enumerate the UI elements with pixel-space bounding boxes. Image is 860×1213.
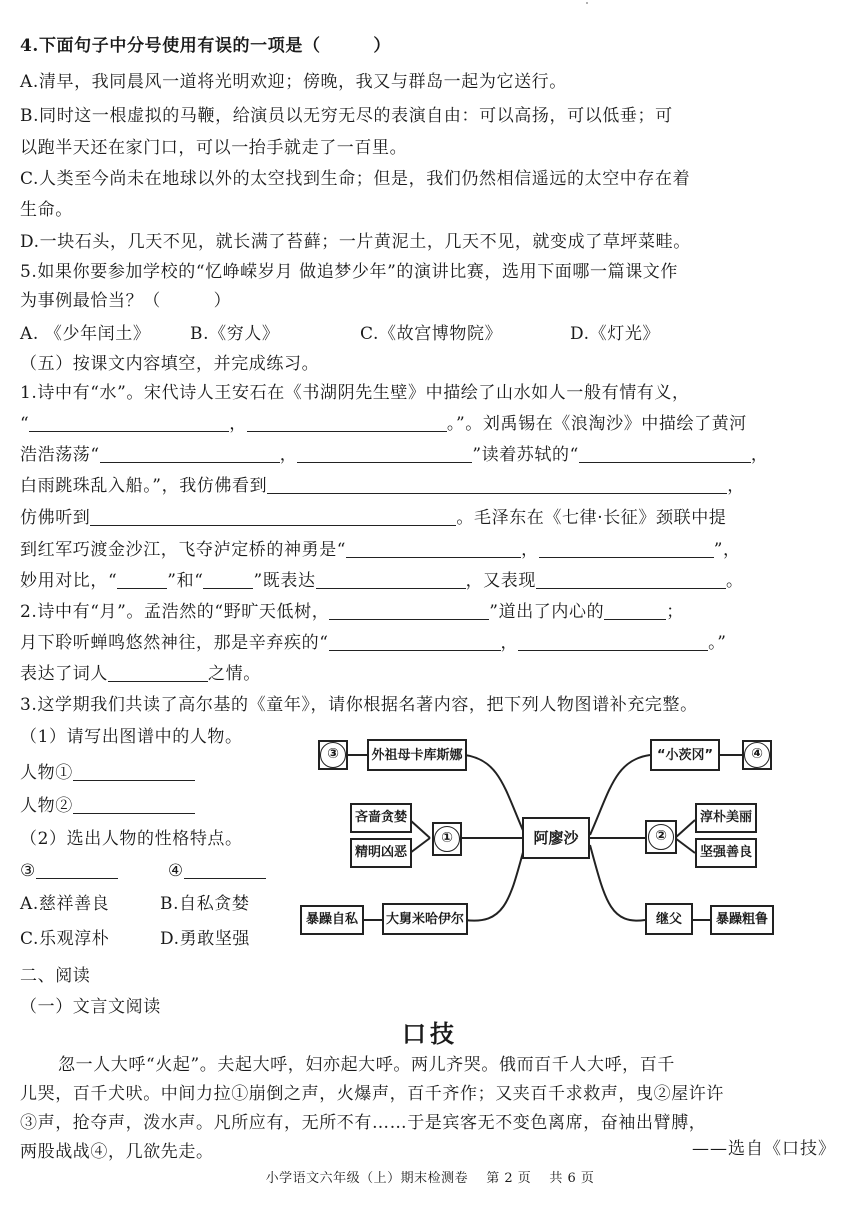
answer-blank[interactable]: [90, 506, 456, 526]
q4-option-b-line2: 以跑半天还在家门口，可以一抬手就走了一百里。: [20, 138, 408, 158]
trait-option: B.自私贪婪: [160, 894, 250, 914]
fill-1-line7: [20, 568, 842, 594]
answer-blank[interactable]: [29, 412, 229, 432]
fill-1-line1: 1.诗中有“水”。宋代诗人王安石在《书湖阴先生壁》中描绘了山水如人一般有情有义，: [20, 383, 690, 403]
trait-option: D.勇敢坚强: [160, 929, 251, 949]
answer-blank[interactable]: [329, 600, 489, 620]
marker-3: ③: [320, 742, 346, 768]
text: ，又表现: [465, 571, 536, 591]
node-selfish: 暴躁自私: [300, 905, 364, 935]
q4-option-c-line2: 生命。: [20, 200, 73, 220]
answer-blank[interactable]: [73, 761, 195, 781]
answer-blank[interactable]: [346, 538, 521, 558]
q3-sub2: （2）选出人物的性格特点。: [20, 829, 243, 849]
q5-options: [20, 321, 842, 347]
q3-stem: 3.这学期我们共读了高尔基的《童年》，请你根据名著内容，把下列人物图谱补充完整。: [20, 695, 698, 715]
trait-option: A.慈祥善良: [20, 894, 110, 914]
fill-1-line5: [20, 505, 842, 531]
person2-row: [20, 793, 300, 819]
passage-title: 口技: [402, 1019, 458, 1048]
marker-2: ②: [648, 824, 674, 850]
text: ”既表达: [253, 571, 316, 591]
answer-blank[interactable]: [184, 859, 266, 879]
q4-option-d: D.一块石头，几天不见，就长满了苔藓；一片黄泥土，几天不见，就变成了草坪菜畦。: [20, 232, 691, 252]
trait-options-row1: [20, 891, 300, 917]
fill-2-line1: [20, 599, 842, 625]
node-simple: 淳朴美丽: [695, 803, 757, 833]
text: 。”: [708, 633, 727, 653]
passage-line4: 两股战战④，几欲先走。: [20, 1142, 214, 1162]
node-cunning: 精明凶恶: [350, 838, 412, 868]
node-center-alyosha: 阿廖沙: [522, 817, 590, 859]
text: 人物①: [20, 763, 73, 783]
text: ，: [727, 476, 745, 496]
q4-option-c-line1: C.人类至今尚未在地球以外的太空找到生命；但是，我们仍然相信遥远的太空中存在着: [20, 169, 691, 189]
answer-blank[interactable]: [329, 631, 501, 651]
q3-sub1: （1）请写出图谱中的人物。: [20, 727, 243, 747]
fill-1-line6: [20, 537, 842, 563]
text: ，: [500, 633, 519, 653]
node-stepfather: 继父: [645, 903, 693, 935]
text: 2.诗中有“月”。孟浩然的“野旷天低树，: [20, 602, 330, 622]
character-map: [300, 720, 800, 965]
q5-stem-line1: 5.如果你要参加学校的“忆峥嵘岁月 做追梦少年”的演讲比赛，选用下面哪一篇课文作: [20, 262, 679, 282]
answer-blank[interactable]: [247, 412, 447, 432]
text: 人物②: [20, 796, 73, 816]
text: ，: [521, 540, 539, 560]
fill-2-line2: [20, 630, 842, 656]
q5-option: A. 《少年闰土》: [20, 324, 151, 344]
fill-2-line3: [20, 661, 842, 687]
trait-option: C.乐观淳朴: [20, 929, 110, 949]
page-footer: 小学语文六年级（上）期末检测卷 第 2 页 共 6 页: [265, 1171, 595, 1186]
answer-blank[interactable]: [604, 600, 666, 620]
q5-option: C.《故宫博物院》: [360, 324, 503, 344]
q5-stem-line2: 为事例最恰当？（ ）: [20, 291, 232, 311]
text: ，: [750, 445, 769, 465]
answer-blank[interactable]: [117, 569, 167, 589]
text: ③: [20, 861, 36, 881]
text: ；: [666, 602, 684, 622]
text: ④: [167, 861, 184, 881]
text: 到红军巧渡金沙江，飞夺泸定桥的神勇是“: [20, 540, 347, 560]
person1-row: [20, 760, 300, 786]
node-xiaoyouyou: “小茨冈”: [650, 739, 720, 771]
text: 仿佛听到: [20, 508, 91, 528]
text: ”道出了内心的: [489, 602, 605, 622]
text: ”，: [713, 540, 741, 560]
node-grandmother: 外祖母卡库斯娜: [367, 739, 467, 771]
answer-blank[interactable]: [579, 443, 751, 463]
node-greedy: 吝啬贪婪: [350, 803, 412, 833]
fill-1-line3: [20, 442, 842, 468]
text: ，: [229, 414, 247, 434]
answer-blank[interactable]: [267, 474, 727, 494]
text: 月下聆听蝉鸣悠然神往，那是辛弃疾的“: [20, 633, 329, 653]
node-strong: 坚强善良: [695, 838, 757, 868]
text: 。: [725, 571, 744, 591]
text: ”读着苏轼的“: [472, 445, 579, 465]
text: “: [20, 414, 30, 434]
q5-option: D.《灯光》: [570, 324, 661, 344]
node-uncle: 大舅米哈伊尔: [382, 903, 468, 935]
text: 浩浩荡荡“: [20, 445, 100, 465]
text: ”和“: [167, 571, 204, 591]
passage-source: ——选自《口技》: [692, 1139, 836, 1159]
text: 。”。刘禹锡在《浪淘沙》中描绘了黄河: [446, 414, 747, 434]
answer-blank[interactable]: [73, 794, 195, 814]
passage-line2: 儿哭，百千犬吠。中间力拉①崩倒之声，火爆声，百千齐作；又夹百千求救声，曳②屋许许: [20, 1084, 724, 1104]
text: ，: [279, 445, 298, 465]
scan-speck: [586, 2, 588, 4]
text: 白雨跳珠乱入船。”，我仿佛看到: [20, 476, 268, 496]
text: 之情。: [208, 664, 261, 684]
answer-blank[interactable]: [316, 569, 466, 589]
passage-line3: ③声，抢夺声，泼水声。凡所应有，无所不有……于是宾客无不变色离席，奋袖出臂膊，: [20, 1113, 707, 1133]
answer-blank[interactable]: [297, 443, 472, 463]
text: 。毛泽东在《七律·长征》颈联中提: [456, 508, 727, 528]
node-rude: 暴躁粗鲁: [710, 905, 774, 935]
reading-subheading: （一）文言文阅读: [20, 997, 161, 1017]
q4-option-b-line1: B.同时这一根虚拟的马鞭，给演员以无穷无尽的表演自由：可以高扬，可以低垂；可: [20, 106, 673, 126]
answer-blank[interactable]: [536, 569, 726, 589]
answer-blank[interactable]: [36, 859, 118, 879]
section5-title: （五）按课文内容填空，并完成练习。: [20, 354, 320, 374]
trait-blanks-row: [20, 858, 300, 884]
answer-blank[interactable]: [108, 662, 208, 682]
q4-stem: 4.下面句子中分号使用有误的一项是（ ）: [20, 36, 391, 56]
fill-1-line2: [20, 411, 842, 437]
answer-blank[interactable]: [539, 538, 714, 558]
answer-blank[interactable]: [518, 631, 708, 651]
passage-line1: 忽一人大呼“火起”。夫起大呼，妇亦起大呼。两儿齐哭。俄而百千人大呼，百千: [58, 1055, 675, 1075]
reading-heading: 二、阅读: [20, 966, 91, 986]
trait-options-row2: [20, 926, 300, 952]
marker-4: ④: [744, 742, 770, 768]
marker-1: ①: [434, 826, 460, 852]
fill-1-line4: [20, 473, 842, 499]
text: 妙用对比，“: [20, 571, 118, 591]
text: 表达了词人: [20, 664, 108, 684]
answer-blank[interactable]: [100, 443, 280, 463]
answer-blank[interactable]: [203, 569, 253, 589]
q4-option-a: A.清早，我同晨风一道将光明欢迎；傍晚，我又与群岛一起为它送行。: [20, 72, 567, 92]
q5-option: B.《穷人》: [190, 324, 280, 344]
